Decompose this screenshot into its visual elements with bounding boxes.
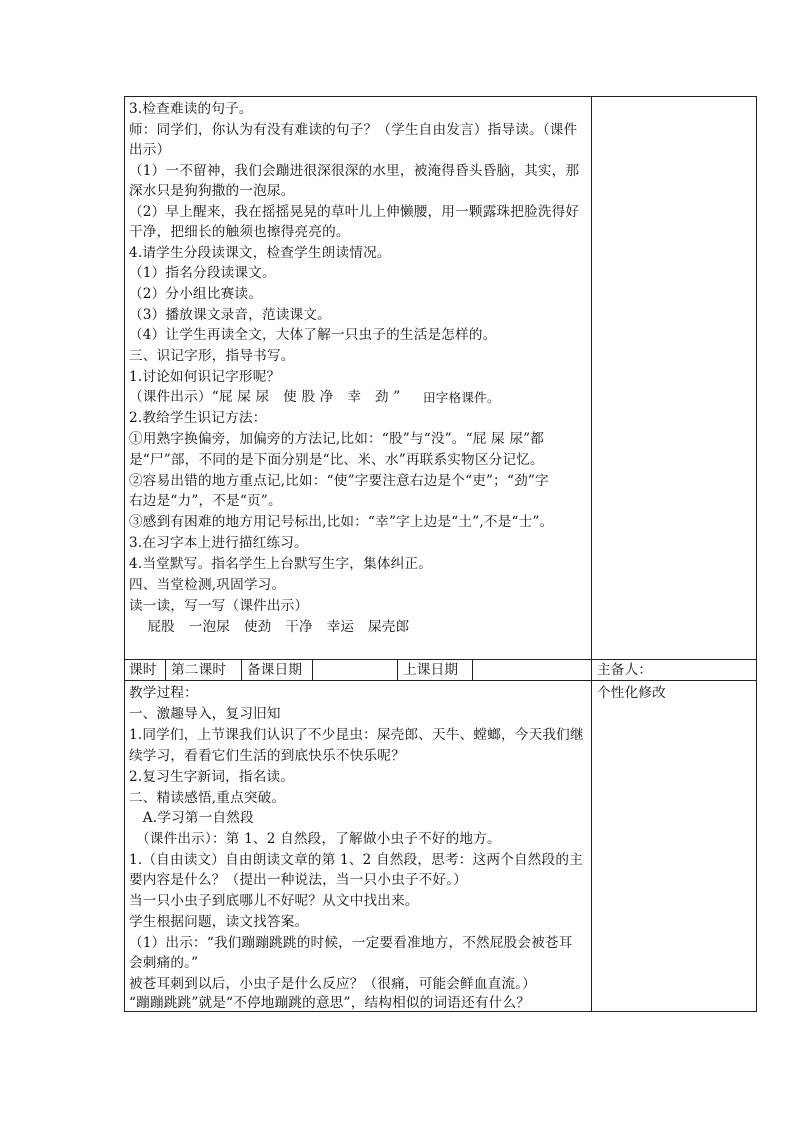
bottom-line: 要内容是什么？（提出一种说法，当一只小虫子不好。） xyxy=(129,872,468,888)
top-line: 出示） xyxy=(129,142,171,158)
top-line: （3）播放课文录音，范读课文。 xyxy=(129,307,331,323)
top-line: （2）分小组比赛读。 xyxy=(129,286,262,302)
top-line: 三、识记字形，指导书写。 xyxy=(129,348,295,364)
bottom-line: 1.（自由读文）自由朗读文章的第 1、2 自然段，思考：这两个自然段的主 xyxy=(129,852,583,868)
class-date-label: 上课日期 xyxy=(403,662,459,678)
top-line: 2.教给学生识记方法： xyxy=(129,410,267,426)
header-cell-divider-3 xyxy=(312,659,313,680)
header-cell-divider-5 xyxy=(472,659,473,680)
period-value: 第二课时 xyxy=(171,662,227,678)
top-line: 4.当堂默写。指名学生上台默写生字，集体纠正。 xyxy=(129,556,433,572)
top-line: 屁股 一泡尿 使劲 干净 幸运 屎壳郎 xyxy=(129,619,410,635)
top-line: ②容易出错的地方重点记,比如：“使”字要注意右边是个“吏”；“劲”字 xyxy=(129,473,549,489)
courseware-note: 田字格课件。 xyxy=(423,390,500,405)
preparer-label: 主备人： xyxy=(597,662,653,678)
table-top-border xyxy=(124,96,757,97)
header-cell-divider-1 xyxy=(165,659,166,680)
top-line: 读一读，写一写（课件出示） xyxy=(129,598,309,614)
top-line: ③感到有困难的地方用记号标出,比如：“幸”字上边是“土”,不是“士”。 xyxy=(129,514,554,530)
top-line: 3.检查难读的句子。 xyxy=(129,101,253,117)
table-right-border xyxy=(756,96,757,1012)
bottom-line: 当一只小虫子到底哪儿不好呢？从文中找出来。 xyxy=(129,893,419,909)
top-line: （1）指名分段读课文。 xyxy=(129,265,276,281)
header-cell-divider-2 xyxy=(241,659,242,680)
top-line: （2）早上醒来，我在摇摇晃晃的草叶儿上伸懒腰，用一颗露珠把脸洗得好 xyxy=(129,204,580,220)
bottom-line: （1）出示：“我们蹦蹦跳跳的时候，一定要看准地方，不然屁股会被苍耳 xyxy=(129,935,573,951)
top-line: 师：同学们，你认为有没有难读的句子？（学生自由发言）指导读。（课件 xyxy=(129,122,578,138)
header-row-bottom-border xyxy=(124,680,757,681)
bottom-line: 会刺痛的。” xyxy=(129,955,199,971)
top-line: （课件出示）“屁 屎 尿 使 股 净 幸 劲 ” xyxy=(129,389,401,405)
bottom-line: A.学习第一自然段 xyxy=(129,810,254,826)
prep-date-label: 备课日期 xyxy=(247,662,303,678)
header-cell-divider-4 xyxy=(397,659,398,680)
top-line: 4.请学生分段读课文，检查学生朗读情况。 xyxy=(129,245,391,261)
bottom-line: “蹦蹦跳跳”就是“不停地蹦跳的意思”，结构相似的词语还有什么？ xyxy=(129,995,531,1011)
top-line: 是“尸”部，不同的是下面分别是“比、米、水”再联系实物区分记忆。 xyxy=(129,452,544,468)
bottom-line: 2.复习生字新词，指名读。 xyxy=(129,769,295,785)
bottom-line: 续学习，看看它们生活的到底快乐不快乐呢？ xyxy=(129,748,405,764)
top-line: 1.讨论如何识记字形呢？ xyxy=(129,369,281,385)
top-line: 干净，把细长的触须也擦得亮亮的。 xyxy=(129,224,350,240)
personalized-edit-heading: 个性化修改 xyxy=(597,685,666,701)
bottom-line: 教学过程： xyxy=(129,685,198,701)
top-line: 深水只是狗狗撒的一泡尿。 xyxy=(129,183,295,199)
bottom-line: （课件出示）：第 1、2 自然段，了解做小虫子不好的地方。 xyxy=(129,831,501,847)
top-line: （4）让学生再读全文，大体了解一只虫子的生活是怎样的。 xyxy=(129,327,497,343)
top-line: 右边是“力”，不是“页”。 xyxy=(129,493,282,509)
top-line: （1）一不留神，我们会蹦进很深很深的水里，被淹得昏头昏脑，其实，那 xyxy=(129,163,580,179)
column-divider xyxy=(591,96,592,1012)
table-left-border xyxy=(124,96,125,1012)
bottom-line: 一、激趣导入，复习旧知 xyxy=(129,706,281,722)
bottom-line: 二、精读感悟,重点突破。 xyxy=(129,790,286,806)
bottom-line: 被苍耳刺到以后，小虫子是什么反应？（很痛，可能会鲜血直流。） xyxy=(129,976,537,992)
top-line: 四、当堂检测,巩固学习。 xyxy=(129,577,286,593)
top-line: ①用熟字换偏旁，加偏旁的方法记,比如：“股”与“没”。“屁 屎 尿”都 xyxy=(129,431,545,447)
top-line: 3.在习字本上进行描红练习。 xyxy=(129,535,308,551)
bottom-line: 学生根据问题，读文找答案。 xyxy=(129,914,309,930)
bottom-line: 1.同学们，上节课我们认识了不少昆虫：屎壳郎、天牛、螳螂，今天我们继 xyxy=(129,727,584,743)
period-label: 课时 xyxy=(129,662,157,678)
